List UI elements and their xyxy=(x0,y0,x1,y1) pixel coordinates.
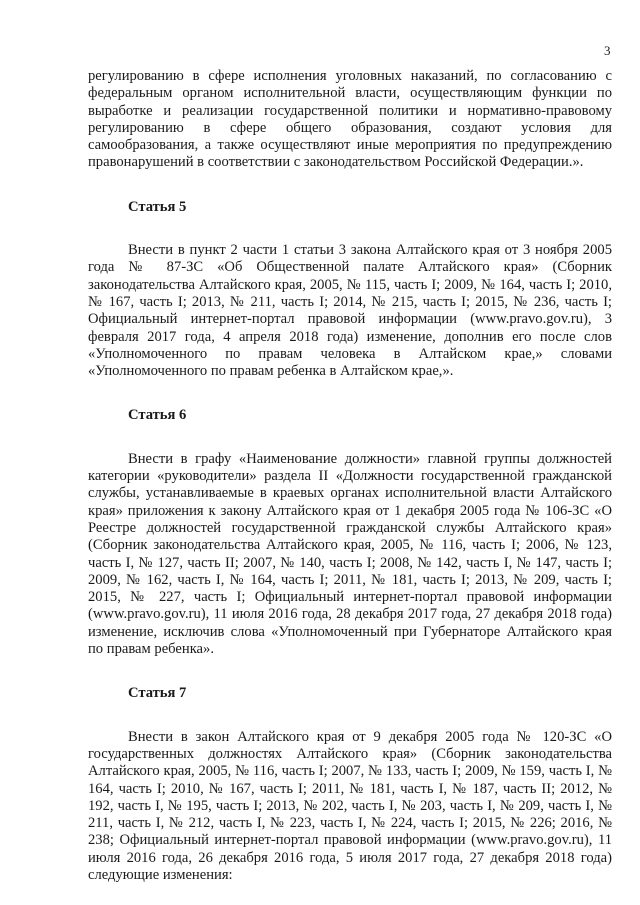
spacer xyxy=(88,380,612,407)
spacer xyxy=(88,216,612,242)
article-6-heading: Статья 6 xyxy=(128,407,187,424)
article-5-heading: Статья 5 xyxy=(128,198,187,215)
page-number: 3 xyxy=(604,43,611,58)
article-6-text: Внести в графу «Наименование должности» главной группы должностей категории «руководители» раздела II «Должности государственной гражданской службы, устанавливаемые в краевых органах исполнительной власти Алтайского края» приложения к закону Алтайского края от 1 декабря 2005 года № 106-ЗС «О Реестре должностей государственной гражданской службы Алтайского края» (Сборник законодательства Алтайского края, 2005, № 116, часть I; 2006, № 123, часть I, № 127, часть II; 2007, № 140, часть I; 2008, № 142, часть I, № 147, часть I; 2009, № 162, часть I, № 164, часть I; 2011, № 181, часть I; 2013, № 209, часть I; 2015, № 227, часть I; Официальный интернет-портал правовой информации (www.pravo.gov.ru), 11 июля 2016 года, 28 декабря 2017 года, 27 декабря 2018 года) изменение, исключив слова «Уполномоченный при Губернаторе Алтайского края по правам ребенка». xyxy=(88,450,612,658)
continuation-paragraph: регулированию в сфере исполнения уголовных наказаний, по согласованию с федеральным органом исполнительной власти, осуществляющим функции по выработке и реализации государственной политики и нормативно-правовому регулированию в сфере общего образования, создают условия для самообразования, а также осуществляют иные мероприятия по предупреждению правонарушений в соответствии с законодательством Российской Федерации.». xyxy=(88,68,612,171)
spacer xyxy=(88,703,612,729)
article-7-heading: Статья 7 xyxy=(128,685,187,702)
document-body xyxy=(88,68,612,884)
article-7-text: Внести в закон Алтайского края от 9 декабря 2005 года № 120-ЗС «О государственных должностях Алтайского края» (Сборник законодательства Алтайского края, 2005, № 116, часть I; 2007, № 133, часть I; 2009, № 159, часть I, № 164, часть I; 2010, № 167, часть I; 2011, № 181, часть I, № 187, часть II; 2012, № 192, часть I, № 195, часть I; 2013, № 202, часть I, № 203, часть I, № 209, часть I, № 211, часть I, № 212, часть I, № 223, часть I, № 224, часть I; 2015, № 226; 2016, № 238; Официальный интернет-портал правовой информации (www.pravo.gov.ru), 11 июля 2016 года, 26 декабря 2016 года, 5 июля 2017 года, 27 декабря 2018 года) следующие изменения: xyxy=(88,728,612,883)
spacer xyxy=(88,172,612,199)
article-5-text: Внести в пункт 2 части 1 статьи 3 закона Алтайского края от 3 ноября 2005 года № 87-ЗС «Об Общественной палате Алтайского края» (Сборник законодательства Алтайского края, 2005, № 115, часть I; 2009, № 164, часть I; 2010, № 167, часть I; 2013, № 211, часть I; 2014, № 215, часть I; 2015, № 236, часть I; Официальный интернет-портал правовой информации (www.pravo.gov.ru), 3 февраля 2017 года, 4 апреля 2018 года) изменение, дополнив его после слов «Уполномоченного по правам человека в Алтайском крае,» словами «Уполномоченного по правам ребенка в Алтайском крае,». xyxy=(88,242,612,380)
spacer xyxy=(88,425,612,451)
spacer xyxy=(88,658,612,685)
